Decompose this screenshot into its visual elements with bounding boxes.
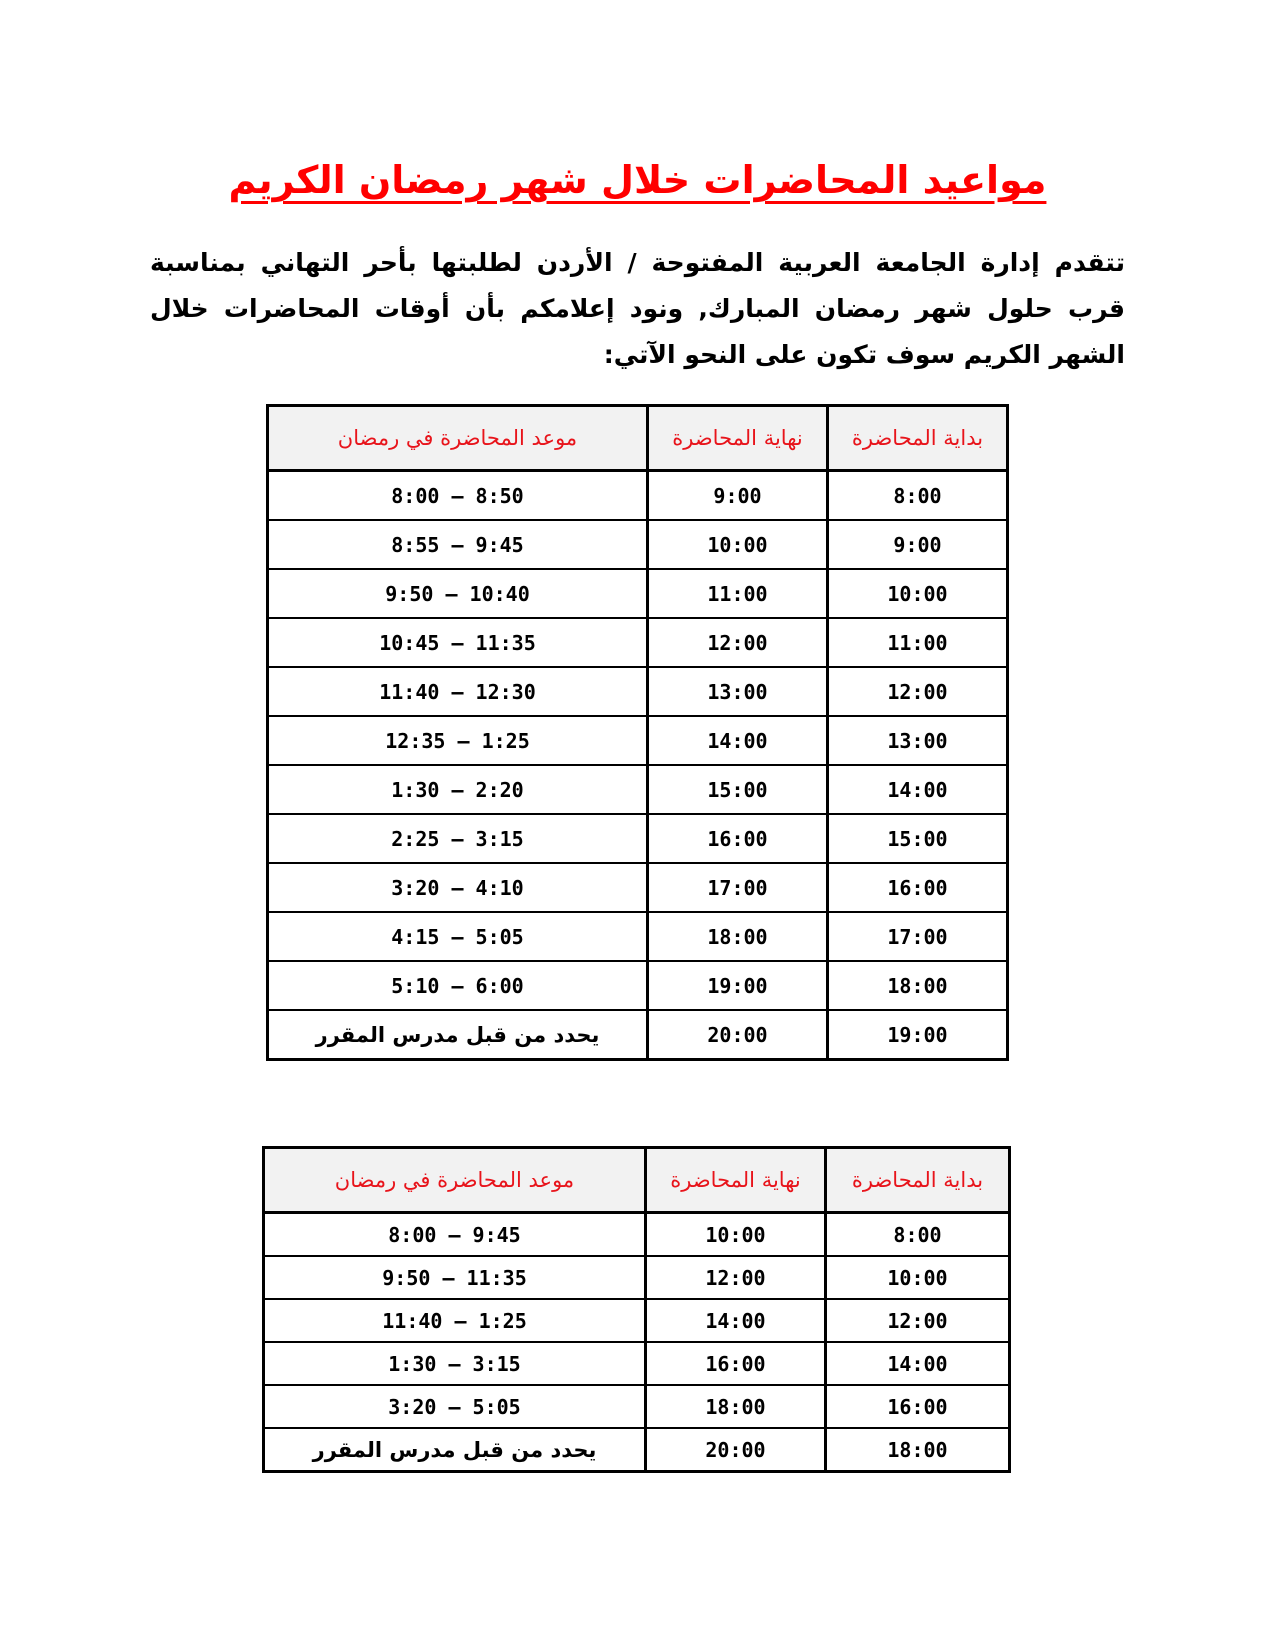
header-lecture-end: نهاية المحاضرة bbox=[646, 1148, 826, 1213]
cell-lecture-end: 11:00 bbox=[648, 569, 828, 618]
table-row bbox=[264, 1299, 1010, 1342]
table-header-row bbox=[264, 1148, 1010, 1213]
cell-lecture-start: 10:00 bbox=[826, 1256, 1010, 1299]
cell-lecture-start: 8:00 bbox=[826, 1213, 1010, 1257]
cell-ramadan-time: 5:10 – 6:00 bbox=[268, 961, 648, 1010]
cell-lecture-end: 18:00 bbox=[648, 912, 828, 961]
table-row bbox=[268, 1010, 1008, 1060]
header-lecture-end: نهاية المحاضرة bbox=[648, 406, 828, 471]
cell-lecture-start: 11:00 bbox=[828, 618, 1008, 667]
cell-lecture-end: 20:00 bbox=[646, 1428, 826, 1472]
cell-lecture-end: 14:00 bbox=[648, 716, 828, 765]
cell-lecture-start: 10:00 bbox=[828, 569, 1008, 618]
cell-ramadan-time: 3:20 – 4:10 bbox=[268, 863, 648, 912]
cell-lecture-start: 14:00 bbox=[826, 1342, 1010, 1385]
table-row bbox=[268, 961, 1008, 1010]
table-row bbox=[264, 1385, 1010, 1428]
page-title: مواعيد المحاضرات خلال شهر رمضان الكريم bbox=[228, 158, 1047, 202]
cell-lecture-start: 17:00 bbox=[828, 912, 1008, 961]
cell-lecture-end: 14:00 bbox=[646, 1299, 826, 1342]
cell-lecture-end: 20:00 bbox=[648, 1010, 828, 1060]
cell-ramadan-time: 8:00 – 8:50 bbox=[268, 471, 648, 521]
cell-lecture-end: 12:00 bbox=[646, 1256, 826, 1299]
cell-ramadan-time: 1:30 – 2:20 bbox=[268, 765, 648, 814]
cell-ramadan-time: 11:40 – 12:30 bbox=[268, 667, 648, 716]
cell-ramadan-time: 9:50 – 11:35 bbox=[264, 1256, 646, 1299]
header-ramadan-time: موعد المحاضرة في رمضان bbox=[264, 1148, 646, 1213]
cell-lecture-end: 15:00 bbox=[648, 765, 828, 814]
cell-lecture-start: 15:00 bbox=[828, 814, 1008, 863]
cell-lecture-start: 13:00 bbox=[828, 716, 1008, 765]
cell-ramadan-time: يحدد من قبل مدرس المقرر bbox=[268, 1010, 648, 1060]
cell-lecture-end: 16:00 bbox=[648, 814, 828, 863]
table-row bbox=[268, 863, 1008, 912]
cell-ramadan-time: 3:20 – 5:05 bbox=[264, 1385, 646, 1428]
table-row bbox=[268, 765, 1008, 814]
table-header-row bbox=[268, 406, 1008, 471]
cell-ramadan-time: 11:40 – 1:25 bbox=[264, 1299, 646, 1342]
cell-lecture-end: 18:00 bbox=[646, 1385, 826, 1428]
table-row bbox=[268, 716, 1008, 765]
cell-lecture-start: 9:00 bbox=[828, 520, 1008, 569]
cell-lecture-start: 19:00 bbox=[828, 1010, 1008, 1060]
cell-lecture-end: 10:00 bbox=[648, 520, 828, 569]
table-row bbox=[268, 667, 1008, 716]
cell-lecture-end: 19:00 bbox=[648, 961, 828, 1010]
cell-lecture-end: 9:00 bbox=[648, 471, 828, 521]
intro-paragraph: تتقدم إدارة الجامعة العربية المفتوحة / الأردن لطلبتها بأحر التهاني بمناسبة قرب حلول شهر رمضان المبارك, ونود إعلامكم بأن أوقات المحاضرات خلال الشهر الكريم سوف تكون على النحو الآتي: bbox=[150, 248, 1125, 369]
table-row bbox=[264, 1428, 1010, 1472]
cell-ramadan-time: 10:45 – 11:35 bbox=[268, 618, 648, 667]
schedule-table-hourly bbox=[266, 404, 1009, 1061]
table-row bbox=[264, 1256, 1010, 1299]
cell-lecture-end: 12:00 bbox=[648, 618, 828, 667]
cell-ramadan-time: 8:55 – 9:45 bbox=[268, 520, 648, 569]
table-row bbox=[268, 618, 1008, 667]
table-body bbox=[264, 1213, 1010, 1472]
cell-lecture-start: 12:00 bbox=[826, 1299, 1010, 1342]
header-ramadan-time: موعد المحاضرة في رمضان bbox=[268, 406, 648, 471]
table-row bbox=[268, 912, 1008, 961]
cell-lecture-start: 18:00 bbox=[826, 1428, 1010, 1472]
cell-lecture-start: 16:00 bbox=[828, 863, 1008, 912]
cell-ramadan-time: 8:00 – 9:45 bbox=[264, 1213, 646, 1257]
cell-lecture-start: 8:00 bbox=[828, 471, 1008, 521]
table-row bbox=[268, 471, 1008, 521]
table-row bbox=[268, 814, 1008, 863]
cell-lecture-start: 14:00 bbox=[828, 765, 1008, 814]
cell-ramadan-time: 9:50 – 10:40 bbox=[268, 569, 648, 618]
table-row bbox=[268, 569, 1008, 618]
cell-ramadan-time: 4:15 – 5:05 bbox=[268, 912, 648, 961]
table-row bbox=[264, 1213, 1010, 1257]
cell-lecture-end: 16:00 bbox=[646, 1342, 826, 1385]
table-row bbox=[264, 1342, 1010, 1385]
table-body bbox=[268, 471, 1008, 1060]
header-lecture-start: بداية المحاضرة bbox=[826, 1148, 1010, 1213]
cell-lecture-start: 16:00 bbox=[826, 1385, 1010, 1428]
cell-lecture-end: 10:00 bbox=[646, 1213, 826, 1257]
header-lecture-start: بداية المحاضرة bbox=[828, 406, 1008, 471]
cell-ramadan-time: يحدد من قبل مدرس المقرر bbox=[264, 1428, 646, 1472]
cell-ramadan-time: 12:35 – 1:25 bbox=[268, 716, 648, 765]
cell-lecture-end: 17:00 bbox=[648, 863, 828, 912]
cell-ramadan-time: 1:30 – 3:15 bbox=[264, 1342, 646, 1385]
cell-lecture-start: 18:00 bbox=[828, 961, 1008, 1010]
table-row bbox=[268, 520, 1008, 569]
cell-lecture-start: 12:00 bbox=[828, 667, 1008, 716]
schedule-table-two-hour bbox=[262, 1146, 1011, 1473]
cell-lecture-end: 13:00 bbox=[648, 667, 828, 716]
cell-ramadan-time: 2:25 – 3:15 bbox=[268, 814, 648, 863]
